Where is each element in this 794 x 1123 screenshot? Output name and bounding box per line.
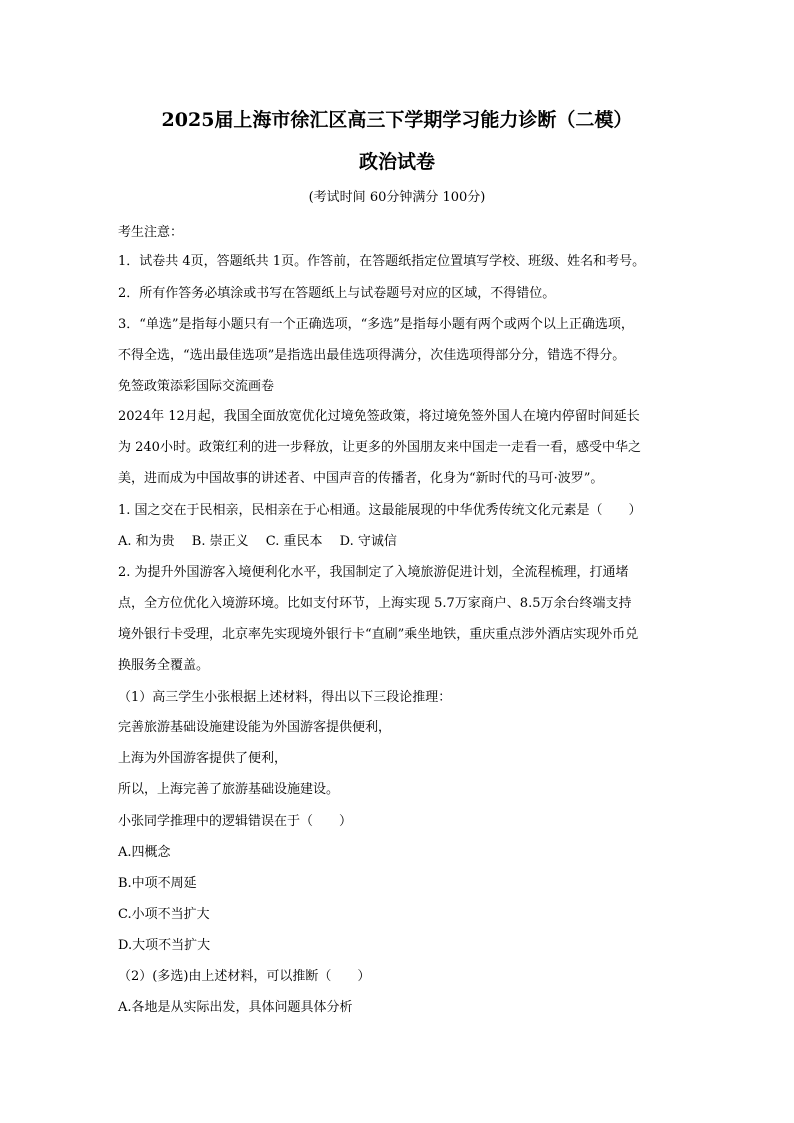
material-line-1: 2024年 12月起，我国全面放宽优化过境免签政策，将过境免签外国人在境内停留时间延长 (118, 409, 640, 424)
q2-sub1-intro: （1）高三学生小张根据上述材料，得出以下三段论推理： (118, 690, 452, 705)
q2-conclusion: 所以，上海完善了旅游基础设施建设。 (118, 782, 340, 797)
notice-item-3-line-2: 不得全选，“选出最佳选项”是指选出最佳选项得满分，次佳选项得部分分，错选不得分。 (118, 348, 626, 363)
q2-premise-1: 完善旅游基础设施建设能为外国游客提供便利， (118, 720, 392, 735)
notice-heading: 考生注意： (118, 225, 184, 240)
q2-sub1-option-a: A.四概念 (118, 845, 171, 860)
q2-sub2-option-a: A.各地是从实际出发，具体问题具体分析 (118, 1000, 353, 1015)
q2-sub2-intro: （2）(多选)由上述材料，可以推断（ ） (118, 969, 371, 984)
q2-stem-line-2: 点，全方位优化入境游环境。比如支付环节，上海实现 5.7万家商户、8.5万余台终端支持 (118, 596, 632, 611)
material-line-3: 美，进而成为中国故事的讲述者、中国声音的传播者，化身为“新时代的马可·波罗”。 (118, 471, 604, 486)
q2-stem-line-4: 换服务全覆盖。 (118, 658, 210, 673)
q2-stem-line-1: 2. 为提升外国游客入境便利化水平，我国制定了入境旅游促进计划，全流程梳理，打通堵 (118, 565, 629, 580)
notice-item-2: 2．所有作答务必填涂或书写在答题纸上与试卷题号对应的区域，不得错位。 (118, 286, 556, 301)
exam-duration: (考试时间 60分钟满分 100分) (308, 190, 486, 205)
section-title: 免签政策添彩国际交流画卷 (118, 379, 275, 394)
q2-sub1-option-b: B.中项不周延 (118, 876, 197, 891)
q2-stem-line-3: 境外银行卡受理，北京率先实现境外银行卡“直刷”乘坐地铁，重庆重点涉外酒店实现外币兑 (118, 627, 639, 642)
q2-premise-2: 上海为外国游客提供了便利， (118, 751, 288, 766)
q1-options: A. 和为贵 B. 崇正义 C. 重民本 D. 守诚信 (118, 534, 397, 549)
notice-item-1: 1．试卷共 4页，答题纸共 1页。作答前，在答题纸指定位置填写学校、班级、姓名和考号。 (118, 254, 646, 269)
material-line-2: 为 240小时。政策红利的进一步释放，让更多的外国朋友来中国走一走看一看，感受中华之 (118, 440, 641, 455)
q2-sub1-option-c: C.小项不当扩大 (118, 907, 210, 922)
q2-sub1-option-d: D.大项不当扩大 (118, 938, 211, 953)
notice-item-3-line-1: 3．“单选”是指每小题只有一个正确选项，“多选”是指每小题有两个或两个以上正确选项， (118, 317, 634, 332)
q2-sub1-question: 小张同学推理中的逻辑错误在于（ ） (118, 814, 353, 829)
exam-subject: 政治试卷 (358, 151, 435, 173)
exam-title: 2025届上海市徐汇区高三下学期学习能力诊断（二模） (161, 109, 633, 131)
q1-stem: 1. 国之交在于民相亲，民相亲在于心相通。这最能展现的中华优秀传统文化元素是（ ） (118, 503, 642, 518)
